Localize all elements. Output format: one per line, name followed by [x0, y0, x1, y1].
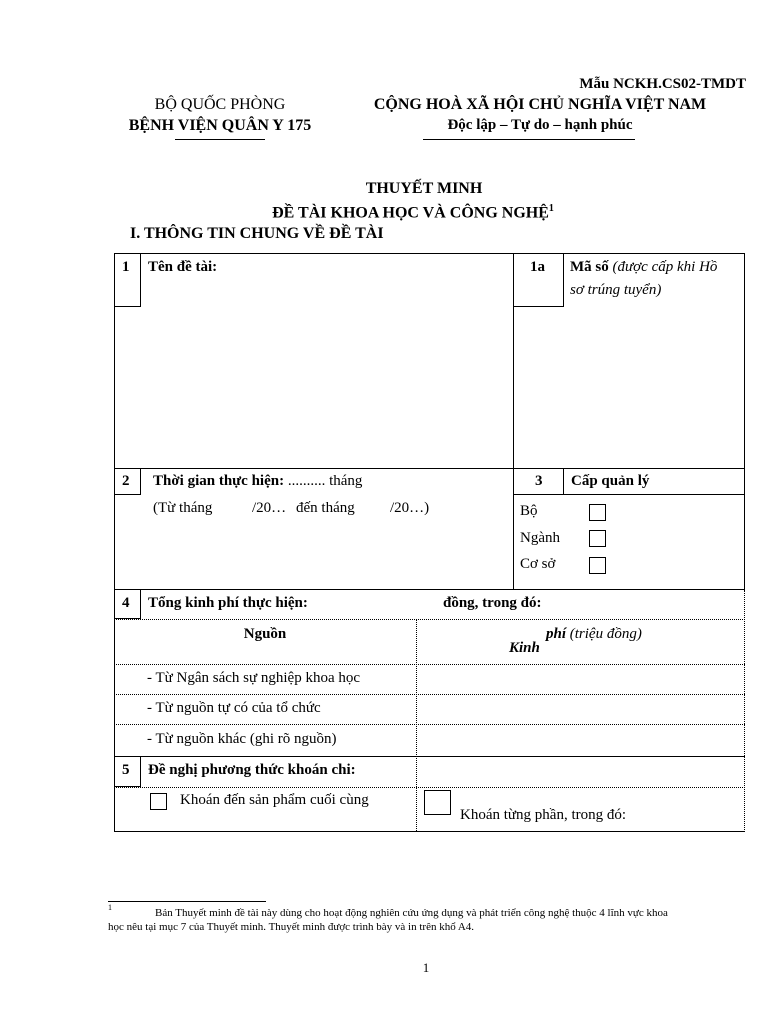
- row-1a-number: 1a: [530, 259, 545, 275]
- final-product-checkbox[interactable]: [150, 793, 167, 810]
- option-sector-checkbox[interactable]: [589, 530, 606, 547]
- duration-from-year: /20…: [252, 500, 287, 516]
- duration-from: (Từ tháng: [153, 500, 213, 516]
- project-code-label: Mã số (được cấp khi Hồ: [570, 259, 718, 275]
- page-number: 1: [422, 960, 430, 975]
- option-base-label: Cơ sở: [520, 556, 556, 572]
- option-ministry-checkbox[interactable]: [589, 504, 606, 521]
- republic-name: CỘNG HOÀ XÃ HỘI CHỦ NGHĨA VIỆT NAM: [373, 96, 707, 113]
- row-3-number: 3: [535, 473, 543, 489]
- column-cost-header-word: Kinh: [509, 640, 540, 656]
- total-cost-suffix: đồng, trong đó:: [443, 595, 542, 611]
- source-row: - Từ nguồn khác (ghi rõ nguồn): [147, 731, 337, 747]
- partial-checkbox[interactable]: [424, 790, 451, 815]
- ministry-name: BỘ QUỐC PHÒNG: [154, 96, 286, 113]
- national-motto: Độc lập – Tự do – hạnh phúc: [447, 117, 633, 133]
- footnote-mark: 1: [108, 903, 112, 912]
- final-product-option: Khoán đến sản phẩm cuối cùng: [180, 792, 369, 808]
- row-1-number: 1: [122, 259, 130, 275]
- document-subtitle: ĐỀ TÀI KHOA HỌC VÀ CÔNG NGHỆ$^1$: [272, 203, 554, 222]
- footnote-line-2: học nêu tại mục 7 của Thuyết minh. Thuyết minh được trình bày và in trên khổ A4.: [108, 921, 475, 933]
- duration-to-year: /20…): [390, 500, 430, 516]
- project-code-note: sơ trúng tuyển): [570, 282, 662, 298]
- document-title: THUYẾT MINH: [365, 180, 483, 197]
- header-right-underline: [423, 139, 635, 140]
- source-row: - Từ Ngân sách sự nghiệp khoa học: [147, 670, 361, 686]
- hospital-name: BỆNH VIỆN QUÂN Y 175: [128, 117, 312, 134]
- row-5-number: 5: [122, 762, 130, 778]
- duration-to: đến tháng: [296, 500, 355, 516]
- footnote-separator: [108, 901, 266, 902]
- project-name-label: Tên đề tài:: [148, 259, 218, 275]
- form-code: Mẫu NCKH.CS02-TMDT: [579, 76, 746, 92]
- source-row: - Từ nguồn tự có của tổ chức: [147, 700, 321, 716]
- footnote-line-1: Bản Thuyết minh đề tài này dùng cho hoạt động nghiên cứu ứng dụng và phát triển công nghệ thuộc 4 lĩnh vực khoa: [155, 907, 668, 919]
- section-heading: I. THÔNG TIN CHUNG VỀ ĐỀ TÀI: [130, 225, 384, 242]
- partial-option: Khoán từng phần, trong đó:: [460, 807, 627, 823]
- column-source-header: Nguồn: [243, 626, 287, 642]
- total-cost-label: Tổng kinh phí thực hiện:: [148, 595, 308, 611]
- header-left-underline: [175, 139, 265, 140]
- option-sector-label: Ngành: [520, 530, 560, 546]
- option-base-checkbox[interactable]: [589, 557, 606, 574]
- row-2-number: 2: [122, 473, 130, 489]
- option-ministry-label: Bộ: [520, 503, 538, 519]
- footnote-ref: 1: [548, 203, 554, 214]
- payment-method-label: Đề nghị phương thức khoán chi:: [148, 762, 356, 778]
- row-4-number: 4: [122, 595, 130, 611]
- management-level-label: Cấp quản lý: [571, 473, 650, 489]
- duration-label: Thời gian thực hiện: .......... tháng: [153, 473, 363, 489]
- column-cost-header: phí (triệu đồng): [546, 626, 642, 642]
